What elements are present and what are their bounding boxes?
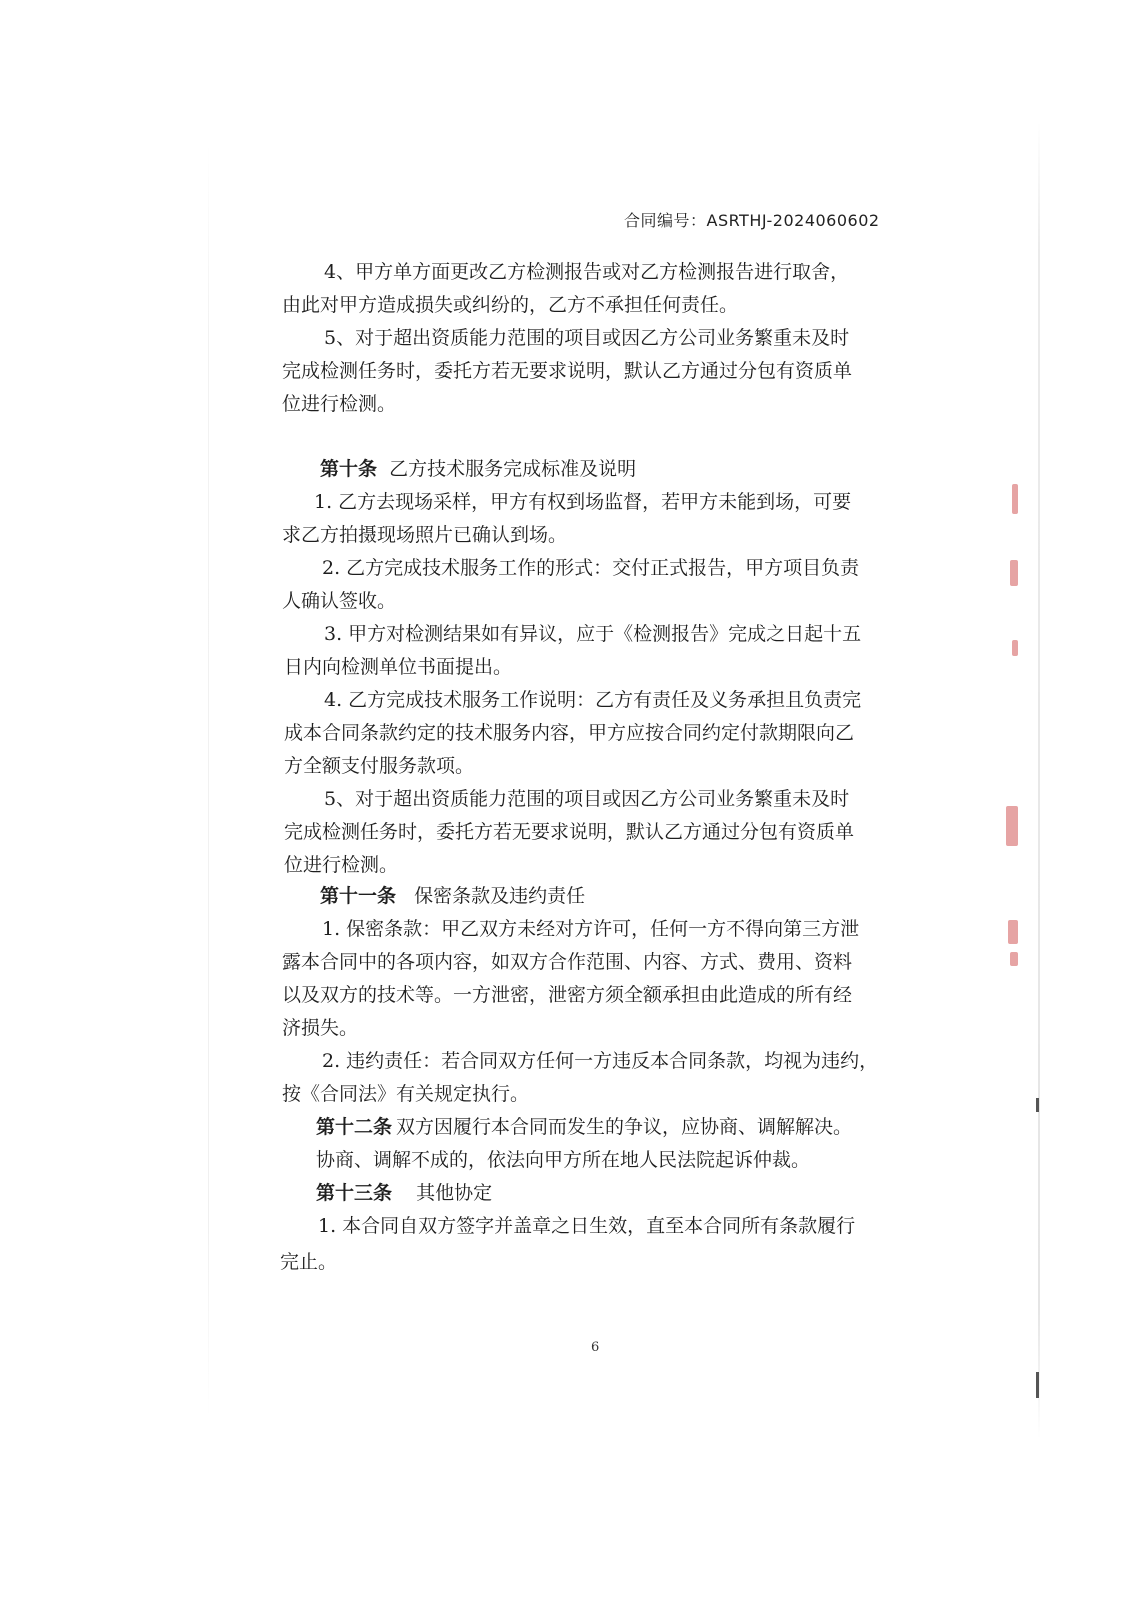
text-line: 人确认签收。 (282, 590, 397, 612)
text-line: 露本合同中的各项内容，如双方合作范围、内容、方式、费用、资料 (282, 951, 853, 973)
text-line: 1. 保密条款：甲乙双方未经对方许可，任何一方不得向第三方泄 (322, 918, 860, 940)
text-line: 2. 乙方完成技术服务工作的形式：交付正式报告，甲方项目负责 (322, 557, 860, 579)
article-13-title: 其他协定 (416, 1182, 493, 1204)
scan-edge-mark (1036, 1098, 1039, 1112)
text-line: 成本合同条款约定的技术服务内容，甲方应按合同约定付款期限向乙 (284, 722, 855, 744)
text-line: 完成检测任务时，委托方若无要求说明，默认乙方通过分包有资质单 (284, 821, 855, 843)
article-11-title: 保密条款及违约责任 (414, 885, 586, 907)
text-line: 求乙方拍摄现场照片已确认到场。 (282, 524, 568, 546)
text-line: 位进行检测。 (282, 393, 397, 415)
seal-fragment (1006, 806, 1018, 846)
text-line: 以及双方的技术等。一方泄密，泄密方须全额承担由此造成的所有经 (282, 984, 853, 1006)
text-line: 完止。 (280, 1251, 338, 1273)
scan-edge-left (208, 140, 209, 1420)
text-line: 日内向检测单位书面提出。 (284, 656, 513, 678)
article-11-label: 第十一条 (320, 885, 397, 907)
seal-fragment (1010, 952, 1018, 966)
text-line: 位进行检测。 (284, 854, 399, 876)
article-10-heading (320, 457, 636, 481)
scan-edge-mark (1036, 1372, 1039, 1398)
page-number: 6 (591, 1340, 600, 1355)
text-line: 由此对甲方造成损失或纠纷的，乙方不承担任何责任。 (282, 294, 739, 316)
article-13-heading (316, 1181, 492, 1205)
seal-fragment (1012, 484, 1018, 514)
scan-edge-right (1038, 120, 1040, 1440)
text-line: 方全额支付服务款项。 (284, 755, 475, 777)
article-12-text: 双方因履行本合同而发生的争议，应协商、调解解决。 (396, 1116, 853, 1138)
text-line: 济损失。 (282, 1017, 359, 1039)
text-line: 1. 乙方去现场采样，甲方有权到场监督，若甲方未能到场，可要 (314, 491, 852, 513)
text-line: 完成检测任务时，委托方若无要求说明，默认乙方通过分包有资质单 (282, 360, 853, 382)
text-line: 5、对于超出资质能力范围的项目或因乙方公司业务繁重未及时 (324, 788, 850, 810)
text-line: 3. 甲方对检测结果如有异议，应于《检测报告》完成之日起十五 (324, 623, 862, 645)
seal-fragment (1012, 640, 1018, 656)
text-line: 1. 本合同自双方签字并盖章之日生效，直至本合同所有条款履行 (318, 1215, 856, 1237)
article-11-heading (320, 884, 585, 908)
text-line: 4、甲方单方面更改乙方检测报告或对乙方检测报告进行取舍， (324, 261, 850, 283)
text-line: 2. 违约责任：若合同双方任何一方违反本合同条款，均视为违约， (322, 1050, 879, 1072)
seal-fragment (1010, 560, 1018, 586)
article-10-title: 乙方技术服务完成标准及说明 (389, 458, 637, 480)
article-12-heading (316, 1115, 852, 1139)
seal-fragment (1008, 920, 1018, 944)
article-10-label: 第十条 (320, 458, 378, 480)
article-13-label: 第十三条 (316, 1182, 393, 1204)
text-line: 4. 乙方完成技术服务工作说明：乙方有责任及义务承担且负责完 (324, 689, 862, 711)
contract-number: 合同编号：ASRTHJ-2024060602 (624, 211, 880, 230)
text-line: 5、对于超出资质能力范围的项目或因乙方公司业务繁重未及时 (324, 327, 850, 349)
text-line: 按《合同法》有关规定执行。 (282, 1083, 530, 1105)
article-12-label: 第十二条 (316, 1116, 393, 1138)
text-line: 协商、调解不成的，依法向甲方所在地人民法院起诉仲裁。 (316, 1149, 811, 1171)
